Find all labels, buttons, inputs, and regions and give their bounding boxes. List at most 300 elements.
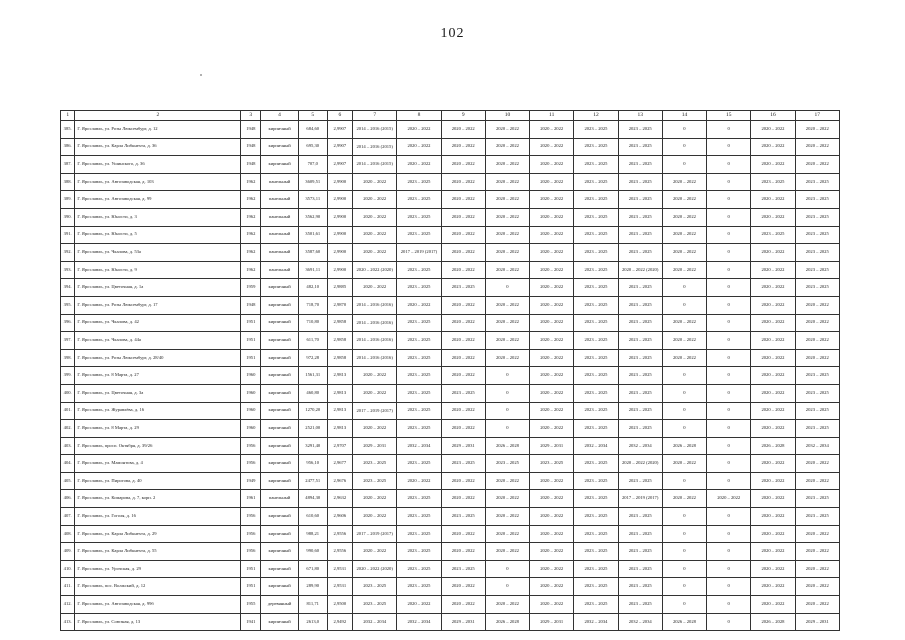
data-cell: 2020 – 2022 <box>530 261 574 279</box>
data-cell: 2020 – 2022 <box>397 596 441 614</box>
data-cell: 2029 – 2031 <box>441 437 485 455</box>
data-cell: 2020 – 2022 <box>795 525 839 543</box>
data-cell: 1941 <box>241 613 261 631</box>
row-number-cell: 398. <box>61 349 75 367</box>
data-cell: 0 <box>707 437 751 455</box>
data-cell: 2020 – 2022 <box>751 296 795 314</box>
data-cell: 2026 – 2028 <box>662 613 706 631</box>
data-cell: 2,9707 <box>327 437 352 455</box>
row-number-cell: 399. <box>61 367 75 385</box>
data-cell: 2613,0 <box>298 613 327 631</box>
data-cell: 2020 – 2022 <box>530 332 574 350</box>
data-cell: 3291,40 <box>298 437 327 455</box>
data-cell: 2020 – 2022 (2020) <box>353 261 397 279</box>
data-cell: 2,9556 <box>327 525 352 543</box>
data-cell: 2020 – 2022 <box>751 384 795 402</box>
data-cell: 2023 – 2025 <box>618 191 662 209</box>
data-cell: 2026 – 2028 <box>662 437 706 455</box>
data-cell: 0 <box>485 578 529 596</box>
address-cell: Г. Ярославль, ул. Цветочная, д. 1а <box>75 279 241 297</box>
data-cell: 0 <box>707 191 751 209</box>
data-cell: 2023 – 2025 <box>574 121 618 139</box>
data-cell: 2023 – 2025 <box>397 226 441 244</box>
table-row <box>61 525 840 543</box>
data-cell: 2023 – 2025 <box>353 596 397 614</box>
data-cell: 1956 <box>241 508 261 526</box>
address-cell: Г. Ярославль, ул. Пирогова, д. 40 <box>75 472 241 490</box>
data-cell: 0 <box>662 543 706 561</box>
data-cell: 2020 – 2022 <box>662 244 706 262</box>
data-cell: 710,80 <box>298 314 327 332</box>
data-cell: 3691,11 <box>298 261 327 279</box>
row-number-cell: 393. <box>61 261 75 279</box>
data-cell: 2020 – 2022 <box>751 244 795 262</box>
data-cell: 2,9900 <box>327 208 352 226</box>
data-cell: 0 <box>707 596 751 614</box>
data-cell: 2020 – 2022 <box>485 191 529 209</box>
data-cell: 2023 – 2025 <box>618 138 662 156</box>
data-cell: 2023 – 2025 <box>397 508 441 526</box>
data-cell: 2020 – 2022 <box>397 156 441 174</box>
data-cell: 2026 – 2028 <box>751 613 795 631</box>
address-cell: Г. Ярославль, ул. Юности, д. 9 <box>75 261 241 279</box>
data-cell: 2032 – 2034 <box>397 437 441 455</box>
data-cell: деревянный <box>261 596 299 614</box>
row-number-cell: 396. <box>61 314 75 332</box>
data-cell: 2020 – 2022 <box>485 173 529 191</box>
data-cell: 2020 – 2022 <box>795 332 839 350</box>
data-cell: 3562,90 <box>298 208 327 226</box>
table-row <box>61 332 840 350</box>
column-header: 16 <box>751 111 795 121</box>
data-cell: 684,60 <box>298 121 327 139</box>
data-cell: 0 <box>662 472 706 490</box>
data-cell: 2020 – 2022 <box>662 173 706 191</box>
table-row <box>61 226 840 244</box>
data-cell: 2,9500 <box>327 596 352 614</box>
data-cell: 2020 – 2022 <box>530 508 574 526</box>
data-cell: 0 <box>662 596 706 614</box>
table-row <box>61 121 840 139</box>
data-cell: 2014 – 2016 (2016) <box>353 349 397 367</box>
data-cell: 2020 – 2022 <box>662 455 706 473</box>
data-cell: 2023 – 2025 <box>397 349 441 367</box>
data-cell: 2023 – 2025 <box>574 402 618 420</box>
data-cell: 2023 – 2025 <box>574 332 618 350</box>
table-row <box>61 508 840 526</box>
data-cell: 2020 – 2022 <box>751 455 795 473</box>
data-cell: 2020 – 2022 <box>751 138 795 156</box>
data-cell: 2023 – 2025 <box>574 208 618 226</box>
data-cell: 0 <box>707 349 751 367</box>
data-cell: 2020 – 2022 <box>751 367 795 385</box>
data-cell: 2020 – 2022 <box>353 384 397 402</box>
data-cell: 0 <box>707 314 751 332</box>
data-cell: 2020 – 2022 <box>751 261 795 279</box>
data-cell: 2023 – 2025 <box>795 508 839 526</box>
data-cell: 1962 <box>241 191 261 209</box>
address-cell: Г. Ярославль, ул. Комарова, д. 7, корп. 2 <box>75 490 241 508</box>
data-cell: 2023 – 2025 <box>574 472 618 490</box>
row-number-cell: 407. <box>61 508 75 526</box>
data-cell: 2020 – 2022 <box>441 296 485 314</box>
data-cell: 2020 – 2022 <box>751 420 795 438</box>
table-row <box>61 367 840 385</box>
data-cell: 2023 – 2025 <box>618 226 662 244</box>
data-cell: 2023 – 2025 <box>574 578 618 596</box>
column-header: 15 <box>707 111 751 121</box>
data-cell: 2023 – 2025 <box>574 525 618 543</box>
data-cell: 2020 – 2022 <box>441 156 485 174</box>
row-number-cell: 387. <box>61 156 75 174</box>
data-cell: 2020 – 2022 <box>751 560 795 578</box>
data-cell: 0 <box>707 296 751 314</box>
data-cell: 2020 – 2022 <box>795 349 839 367</box>
data-cell: 2477,51 <box>298 472 327 490</box>
data-cell: кирпичный <box>261 613 299 631</box>
data-cell: 0 <box>707 173 751 191</box>
address-cell: Г. Ярославль, ул. Карла Либкнехта, д. 29 <box>75 525 241 543</box>
data-cell: 2029 – 2031 <box>441 613 485 631</box>
data-cell: 2020 – 2022 <box>530 296 574 314</box>
data-cell: 2023 – 2025 <box>795 191 839 209</box>
data-cell: кирпичный <box>261 138 299 156</box>
data-cell: 2023 – 2025 <box>618 349 662 367</box>
data-cell: кирпичный <box>261 314 299 332</box>
address-cell: Г. Ярославль, ул. 8 Марта, д. 29 <box>75 420 241 438</box>
data-cell: 2020 – 2022 <box>397 121 441 139</box>
data-cell: 2020 – 2022 <box>530 208 574 226</box>
data-cell: 1955 <box>241 596 261 614</box>
data-cell: 0 <box>485 560 529 578</box>
address-cell: Г. Ярославль, ул. Автозаводская, д. 99 <box>75 191 241 209</box>
data-cell: 2020 – 2022 <box>485 332 529 350</box>
data-cell: 2020 – 2022 <box>441 121 485 139</box>
data-cell: 2020 – 2022 <box>530 244 574 262</box>
data-cell: 2023 – 2025 <box>618 296 662 314</box>
data-cell: 2023 – 2025 <box>618 596 662 614</box>
data-cell: 2023 – 2025 <box>618 244 662 262</box>
data-cell: 2020 – 2022 <box>441 261 485 279</box>
data-cell: 2023 – 2025 <box>574 508 618 526</box>
data-cell: 2020 – 2022 <box>353 173 397 191</box>
data-cell: 2,9492 <box>327 613 352 631</box>
data-cell: 2020 – 2022 <box>751 208 795 226</box>
data-cell: 2017 – 2019 (2017) <box>397 244 441 262</box>
data-cell: 0 <box>707 455 751 473</box>
data-cell: 2017 – 2019 (2017) <box>618 490 662 508</box>
data-cell: 2521,00 <box>298 420 327 438</box>
data-cell: 2023 – 2025 <box>795 244 839 262</box>
data-cell: 0 <box>707 208 751 226</box>
table-row <box>61 613 840 631</box>
data-cell: 2020 – 2022 <box>353 226 397 244</box>
data-cell: 1960 <box>241 367 261 385</box>
data-cell: 2020 – 2022 <box>795 455 839 473</box>
data-cell: 2020 – 2022 <box>751 543 795 561</box>
data-cell: 2023 – 2025 <box>397 543 441 561</box>
data-cell: 2020 – 2022 <box>530 191 574 209</box>
data-cell: 0 <box>707 384 751 402</box>
address-cell: Г. Ярославль, ул. Автозаводская, д. 103 <box>75 173 241 191</box>
column-header: 6 <box>327 111 352 121</box>
table-row <box>61 596 840 614</box>
data-cell: 2,9677 <box>327 455 352 473</box>
address-cell: Г. Ярославль, ул. Журавлёва, д. 16 <box>75 402 241 420</box>
row-number-cell: 412. <box>61 596 75 614</box>
table-row <box>61 472 840 490</box>
column-header: 8 <box>397 111 441 121</box>
data-cell: 2,9900 <box>327 226 352 244</box>
data-cell: 2,9858 <box>327 314 352 332</box>
row-number-cell: 390. <box>61 208 75 226</box>
data-cell: 1956 <box>241 525 261 543</box>
data-cell: 1962 <box>241 208 261 226</box>
data-cell: 0 <box>662 156 706 174</box>
data-cell: 2020 – 2022 <box>441 367 485 385</box>
data-cell: 2,9885 <box>327 279 352 297</box>
data-cell: 2020 – 2022 <box>751 490 795 508</box>
data-cell: кирпичный <box>261 349 299 367</box>
table-row <box>61 490 840 508</box>
address-cell: Г. Ярославль, ул. Розы Люксембург, д. 17 <box>75 296 241 314</box>
data-cell: 2020 – 2022 <box>662 349 706 367</box>
data-cell: 2,9907 <box>327 138 352 156</box>
data-cell: кирпичный <box>261 455 299 473</box>
data-cell: 2020 – 2022 <box>795 156 839 174</box>
row-number-cell: 404. <box>61 455 75 473</box>
data-cell: 972,28 <box>298 349 327 367</box>
data-cell: 2020 – 2022 <box>441 226 485 244</box>
data-cell: 2020 – 2022 <box>441 138 485 156</box>
data-cell: 2020 – 2022 <box>485 208 529 226</box>
data-cell: 2020 – 2022 <box>353 279 397 297</box>
data-cell: 2014 – 2016 (2015) <box>353 156 397 174</box>
data-cell: 2020 – 2022 <box>795 121 839 139</box>
data-cell: 1951 <box>241 332 261 350</box>
data-cell: кирпичный <box>261 578 299 596</box>
data-cell: 0 <box>662 296 706 314</box>
data-cell: 0 <box>707 138 751 156</box>
data-cell: 611,70 <box>298 332 327 350</box>
column-header: 11 <box>530 111 574 121</box>
data-cell: 2020 – 2022 <box>662 261 706 279</box>
column-header: 4 <box>261 111 299 121</box>
data-cell: 2023 – 2025 <box>795 402 839 420</box>
table-row <box>61 420 840 438</box>
data-cell: 2023 – 2025 <box>397 279 441 297</box>
data-cell: 3587,60 <box>298 244 327 262</box>
data-cell: 2023 – 2025 <box>618 314 662 332</box>
data-cell: 2,9900 <box>327 261 352 279</box>
address-cell: Г. Ярославль, ул. Мамонтова, д. 4 <box>75 455 241 473</box>
data-cell: 2020 – 2022 <box>530 490 574 508</box>
data-cell: кирпичный <box>261 437 299 455</box>
data-cell: 2023 – 2025 <box>618 543 662 561</box>
data-cell: 1948 <box>241 138 261 156</box>
data-cell: 0 <box>707 402 751 420</box>
data-cell: 3573,11 <box>298 191 327 209</box>
data-cell: 2023 – 2025 <box>618 208 662 226</box>
data-cell: 2020 – 2022 <box>662 490 706 508</box>
data-cell: 2,9813 <box>327 367 352 385</box>
data-cell: 2020 – 2022 <box>662 208 706 226</box>
row-number-cell: 410. <box>61 560 75 578</box>
data-cell: 707,0 <box>298 156 327 174</box>
data-cell: 2020 – 2022 <box>353 543 397 561</box>
data-cell: 2020 – 2022 (2020) <box>353 560 397 578</box>
data-cell: 2026 – 2028 <box>485 437 529 455</box>
data-cell: 2020 – 2022 <box>485 596 529 614</box>
header-row <box>61 111 840 121</box>
data-cell: 990,60 <box>298 543 327 561</box>
data-cell: 0 <box>707 332 751 350</box>
table-row <box>61 173 840 191</box>
column-header: 7 <box>353 111 397 121</box>
data-cell: 2023 – 2025 <box>618 525 662 543</box>
table-row <box>61 384 840 402</box>
address-cell: Г. Ярославль, ул. Цветочная, д. 3а <box>75 384 241 402</box>
data-cell: 460,80 <box>298 384 327 402</box>
address-cell: Г. Ярославль, ул. Юности, д. 5 <box>75 226 241 244</box>
data-cell: 0 <box>707 613 751 631</box>
data-cell: 2020 – 2022 <box>397 138 441 156</box>
data-cell: 2020 – 2022 <box>353 420 397 438</box>
data-cell: 3609,51 <box>298 173 327 191</box>
data-cell: 2023 – 2025 <box>353 472 397 490</box>
data-cell: 2023 – 2025 <box>397 173 441 191</box>
data-cell: 2020 – 2022 <box>353 367 397 385</box>
column-header: 9 <box>441 111 485 121</box>
row-number-cell: 403. <box>61 437 75 455</box>
data-cell: 2020 – 2022 <box>662 314 706 332</box>
data-cell: 2020 – 2022 <box>751 472 795 490</box>
data-cell: 2020 – 2022 <box>441 349 485 367</box>
data-cell: кирпичный <box>261 525 299 543</box>
data-cell: панельный <box>261 226 299 244</box>
data-cell: 2020 – 2022 <box>485 121 529 139</box>
data-cell: 1959 <box>241 279 261 297</box>
data-cell: 2032 – 2034 <box>353 613 397 631</box>
data-cell: 2020 – 2022 <box>795 296 839 314</box>
data-cell: 2023 – 2025 <box>751 173 795 191</box>
data-cell: 2020 – 2022 <box>353 208 397 226</box>
column-header: 17 <box>795 111 839 121</box>
data-cell: 2020 – 2022 <box>485 244 529 262</box>
table-row <box>61 279 840 297</box>
data-cell: 2023 – 2025 <box>751 226 795 244</box>
data-cell: 2020 – 2022 <box>751 121 795 139</box>
data-cell: 0 <box>707 261 751 279</box>
table-row <box>61 578 840 596</box>
address-cell: Г. Ярославль, ул. Союзная, д. 13 <box>75 613 241 631</box>
data-cell: 2023 – 2025 <box>618 508 662 526</box>
data-cell: 0 <box>662 138 706 156</box>
data-cell: 2,9813 <box>327 384 352 402</box>
data-cell: 0 <box>707 543 751 561</box>
data-cell: 2023 – 2025 <box>574 560 618 578</box>
data-cell: 2,9900 <box>327 191 352 209</box>
data-cell: 0 <box>662 279 706 297</box>
data-cell: 2020 – 2022 <box>795 543 839 561</box>
register-table <box>60 110 840 631</box>
data-cell: кирпичный <box>261 402 299 420</box>
data-cell: кирпичный <box>261 543 299 561</box>
data-cell: 2020 – 2022 <box>530 578 574 596</box>
data-cell: 2023 – 2025 <box>795 208 839 226</box>
row-number-cell: 395. <box>61 296 75 314</box>
data-cell: кирпичный <box>261 508 299 526</box>
address-cell: Г. Ярославль, просп. Октября, д. 39/26 <box>75 437 241 455</box>
data-cell: 482,10 <box>298 279 327 297</box>
data-cell: кирпичный <box>261 367 299 385</box>
data-cell: 2020 – 2022 <box>397 296 441 314</box>
data-cell: 2014 – 2016 (2015) <box>353 121 397 139</box>
data-cell: 2020 – 2022 <box>485 138 529 156</box>
data-cell: 2023 – 2025 <box>574 420 618 438</box>
data-cell: панельный <box>261 244 299 262</box>
data-cell: 2023 – 2025 <box>397 208 441 226</box>
table-row <box>61 261 840 279</box>
page-number: 102 <box>440 26 465 41</box>
data-cell: 2023 – 2025 <box>795 367 839 385</box>
data-cell: 2023 – 2025 <box>397 420 441 438</box>
column-header: 2 <box>75 111 241 121</box>
data-cell: 2,9531 <box>327 578 352 596</box>
data-cell: 2023 – 2025 <box>574 384 618 402</box>
data-cell: 1962 <box>241 226 261 244</box>
data-cell: 2023 – 2025 <box>397 578 441 596</box>
data-cell: 811,71 <box>298 596 327 614</box>
data-cell: 2020 – 2022 <box>530 349 574 367</box>
data-cell: 0 <box>707 560 751 578</box>
table-row <box>61 402 840 420</box>
data-cell: 2023 – 2025 <box>397 332 441 350</box>
data-cell: 2020 – 2022 <box>662 226 706 244</box>
data-cell: 2020 – 2022 <box>707 490 751 508</box>
data-cell: кирпичный <box>261 332 299 350</box>
row-number-cell: 413. <box>61 613 75 631</box>
data-cell: 2,9870 <box>327 296 352 314</box>
data-cell: 2020 – 2022 <box>795 596 839 614</box>
row-number-cell: 391. <box>61 226 75 244</box>
data-cell: 1956 <box>241 543 261 561</box>
data-cell: 0 <box>662 508 706 526</box>
data-cell: 956,10 <box>298 455 327 473</box>
data-cell: 2017 – 2019 (2017) <box>353 525 397 543</box>
data-cell: 2,9813 <box>327 402 352 420</box>
table-row <box>61 208 840 226</box>
data-cell: 2023 – 2025 <box>397 455 441 473</box>
data-cell: 2023 – 2025 <box>574 156 618 174</box>
address-cell: Г. Ярославль, ул. 8 Марта, д. 27 <box>75 367 241 385</box>
row-number-cell: 392. <box>61 244 75 262</box>
data-cell: 1951 <box>241 349 261 367</box>
data-cell: 2020 – 2022 <box>530 314 574 332</box>
data-cell: 2020 – 2022 <box>530 543 574 561</box>
data-cell: 2020 – 2022 <box>353 244 397 262</box>
data-cell: 1960 <box>241 402 261 420</box>
data-cell: 2020 – 2022 <box>485 156 529 174</box>
data-cell: 2023 – 2025 <box>397 402 441 420</box>
column-header: 1 <box>61 111 75 121</box>
data-cell: 0 <box>662 560 706 578</box>
address-cell: Г. Ярославль, ул. Чкалова, д. 42 <box>75 314 241 332</box>
data-cell: 2014 – 2016 (2015) <box>353 138 397 156</box>
column-header: 12 <box>574 111 618 121</box>
data-cell: 0 <box>485 279 529 297</box>
data-cell: 1962 <box>241 261 261 279</box>
